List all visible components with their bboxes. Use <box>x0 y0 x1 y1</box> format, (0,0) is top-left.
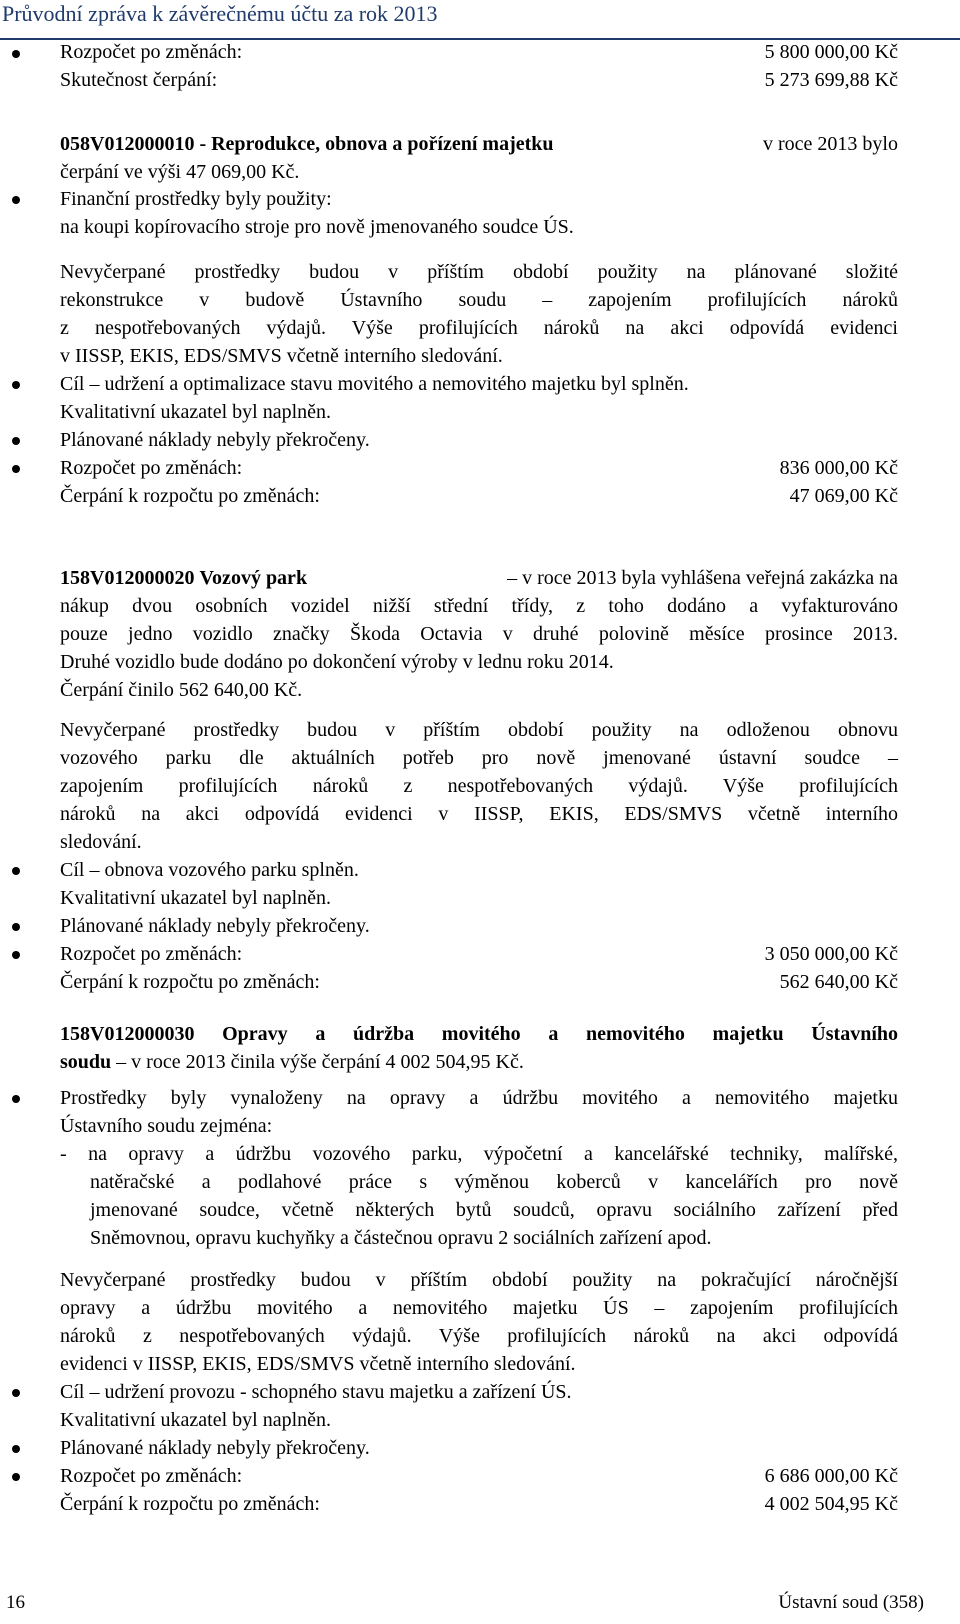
section3-dash-line: - na opravy a údržbu vozového parku, výpočetní a kancelářské techniky, malířské, <box>60 1143 898 1165</box>
section2-budget-label: Rozpočet po změnách: <box>60 943 243 965</box>
section2-paragraph-line: nároků na akci odpovídá evidenci v IISSP, EKIS, EDS/SMVS včetně interního <box>60 803 898 825</box>
bullet <box>12 381 20 389</box>
section2-draw-label: Čerpání k rozpočtu po změnách: <box>60 971 320 993</box>
section1-quality: Kvalitativní ukazatel byl naplněn. <box>60 401 332 423</box>
section2-paragraph-line: zapojením profilujících nároků z nespotřebovaných výdajů. Výše profilujících <box>60 775 898 797</box>
section1-costs: Plánované náklady nebyly překročeny. <box>60 429 370 451</box>
section3-heading-bold: soudu <box>60 1051 112 1073</box>
section2-paragraph-line: Nevyčerpané prostředky budou v příštím období použity na odloženou obnovu <box>60 719 898 741</box>
section2-paragraph-line: vozového parku dle aktuálních potřeb pro nově jmenované ústavní soudce – <box>60 747 898 769</box>
section3-paragraph-line: nároků z nespotřebovaných výdajů. Výše profilujících nároků na akci odpovídá <box>60 1325 898 1347</box>
bullet <box>12 867 20 875</box>
bullet <box>12 1445 20 1453</box>
section1-paragraph-line: Nevyčerpané prostředky budou v příštím období použity na plánované složité <box>60 261 898 283</box>
budget-value: 5 800 000,00 Kč <box>764 41 898 63</box>
spending-label: Skutečnost čerpání: <box>60 69 218 91</box>
section2-quality: Kvalitativní ukazatel byl naplněn. <box>60 887 332 909</box>
section3-heading-line1: 158V012000030 Opravy a údržba movitého a nemovitého majetku Ústavního <box>60 1023 898 1045</box>
bullet <box>12 1473 20 1481</box>
section3-paragraph-line: opravy a údržbu movitého a nemovitého majetku ÚS – zapojením profilujících <box>60 1297 898 1319</box>
bullet <box>12 951 20 959</box>
section2-heading-code: 158V012000020 <box>60 567 195 589</box>
bullet <box>12 196 20 204</box>
section2-text-line: nákup dvou osobních vozidel nižší střední třídy, z toho dodáno a vyfakturováno <box>60 595 898 617</box>
section1-bullet1-line2: na koupi kopírovacího stroje pro nově jmenovaného soudce ÚS. <box>60 216 574 238</box>
section2-budget-value: 3 050 000,00 Kč <box>764 943 898 965</box>
section1-bullet1-line1: Finanční prostředky byly použity: <box>60 188 332 210</box>
budget-label: Rozpočet po změnách: <box>60 41 243 63</box>
section2-draw-value: 562 640,00 Kč <box>779 971 898 993</box>
section2-text-line: Čerpání činilo 562 640,00 Kč. <box>60 679 303 701</box>
section1-goal: Cíl – udržení a optimalizace stavu movitého a nemovitého majetku byl splněn. <box>60 373 689 395</box>
bullet <box>12 1095 20 1103</box>
bullet <box>12 437 20 445</box>
section3-paragraph-line: evidenci v IISSP, EKIS, EDS/SMVS včetně interního sledování. <box>60 1353 576 1375</box>
section1-heading-bold: 058V012000010 - Reprodukce, obnova a pořízení majetku <box>60 133 554 155</box>
section1-budget-label: Rozpočet po změnách: <box>60 457 243 479</box>
section2-heading <box>60 566 898 590</box>
section1-budget-value: 836 000,00 Kč <box>779 457 898 479</box>
section3-heading-rest: – v roce 2013 činila výše čerpání 4 002 504,95 Kč. <box>116 1051 524 1073</box>
section3-bullet1-line2: Ústavního soudu zejména: <box>60 1115 273 1137</box>
section3-paragraph-line: Nevyčerpané prostředky budou v příštím období použity na pokračující náročnější <box>60 1269 898 1291</box>
bullet <box>12 465 20 473</box>
section3-heading-line2 <box>60 1050 524 1074</box>
section1-text: čerpání ve výši 47 069,00 Kč. <box>60 161 300 183</box>
spending-value: 5 273 699,88 Kč <box>764 69 898 91</box>
section3-draw-label: Čerpání k rozpočtu po změnách: <box>60 1493 320 1515</box>
section3-goal: Cíl – udržení provozu - schopného stavu majetku a zařízení ÚS. <box>60 1381 572 1403</box>
section3-budget-label: Rozpočet po změnách: <box>60 1465 243 1487</box>
section3-budget-value: 6 686 000,00 Kč <box>764 1465 898 1487</box>
section2-heading-title: Vozový park <box>199 567 308 589</box>
section1-heading <box>60 132 898 156</box>
section2-goal: Cíl – obnova vozového parku splněn. <box>60 859 359 881</box>
section3-quality: Kvalitativní ukazatel byl naplněn. <box>60 1409 332 1431</box>
section1-paragraph-line: rekonstrukce v budově Ústavního soudu – zapojením profilujících nároků <box>60 289 898 311</box>
section2-text-line: pouze jedno vozidlo značky Škoda Octavia v druhé polovině měsíce prosince 2013. <box>60 623 898 645</box>
bullet <box>12 1389 20 1397</box>
section2-text-line: Druhé vozidlo bude dodáno po dokončení výroby v lednu roku 2014. <box>60 651 614 673</box>
section1-draw-value: 47 069,00 Kč <box>789 485 898 507</box>
bullet <box>12 923 20 931</box>
section1-heading-rest: v roce 2013 bylo <box>763 133 898 155</box>
section1-paragraph-line: z nespotřebovaných výdajů. Výše profilujících nároků na akci odpovídá evidenci <box>60 317 898 339</box>
section3-dash-line: natěračské a podlahové práce s výměnou koberců v kancelářích pro nově <box>90 1171 898 1193</box>
section2-costs: Plánované náklady nebyly překročeny. <box>60 915 370 937</box>
section1-paragraph-line: v IISSP, EKIS, EDS/SMVS včetně interního sledování. <box>60 345 503 367</box>
section2-paragraph-line: sledování. <box>60 831 142 853</box>
bullet <box>12 50 20 58</box>
section3-draw-value: 4 002 504,95 Kč <box>764 1493 898 1515</box>
footer-text: Ústavní soud (358) <box>778 1592 924 1613</box>
section1-draw-label: Čerpání k rozpočtu po změnách: <box>60 485 320 507</box>
section3-bullet1-line1: Prostředky byly vynaloženy na opravy a údržbu movitého a nemovitého majetku <box>60 1087 898 1109</box>
section3-dash-line: jmenované soudce, včetně některých bytů soudců, opravu sociálního zařízení před <box>90 1199 898 1221</box>
document-title: Průvodní zpráva k závěrečnému účtu za rok 2013 <box>2 1 438 26</box>
page-number: 16 <box>6 1592 25 1613</box>
section3-costs: Plánované náklady nebyly překročeny. <box>60 1437 370 1459</box>
section2-heading-rest: – v roce 2013 byla vyhlášena veřejná zakázka na <box>507 567 898 589</box>
page-header <box>0 0 960 40</box>
section3-dash-line: Sněmovnou, opravu kuchyňky a částečnou opravu 2 sociálních zařízení apod. <box>90 1227 712 1249</box>
